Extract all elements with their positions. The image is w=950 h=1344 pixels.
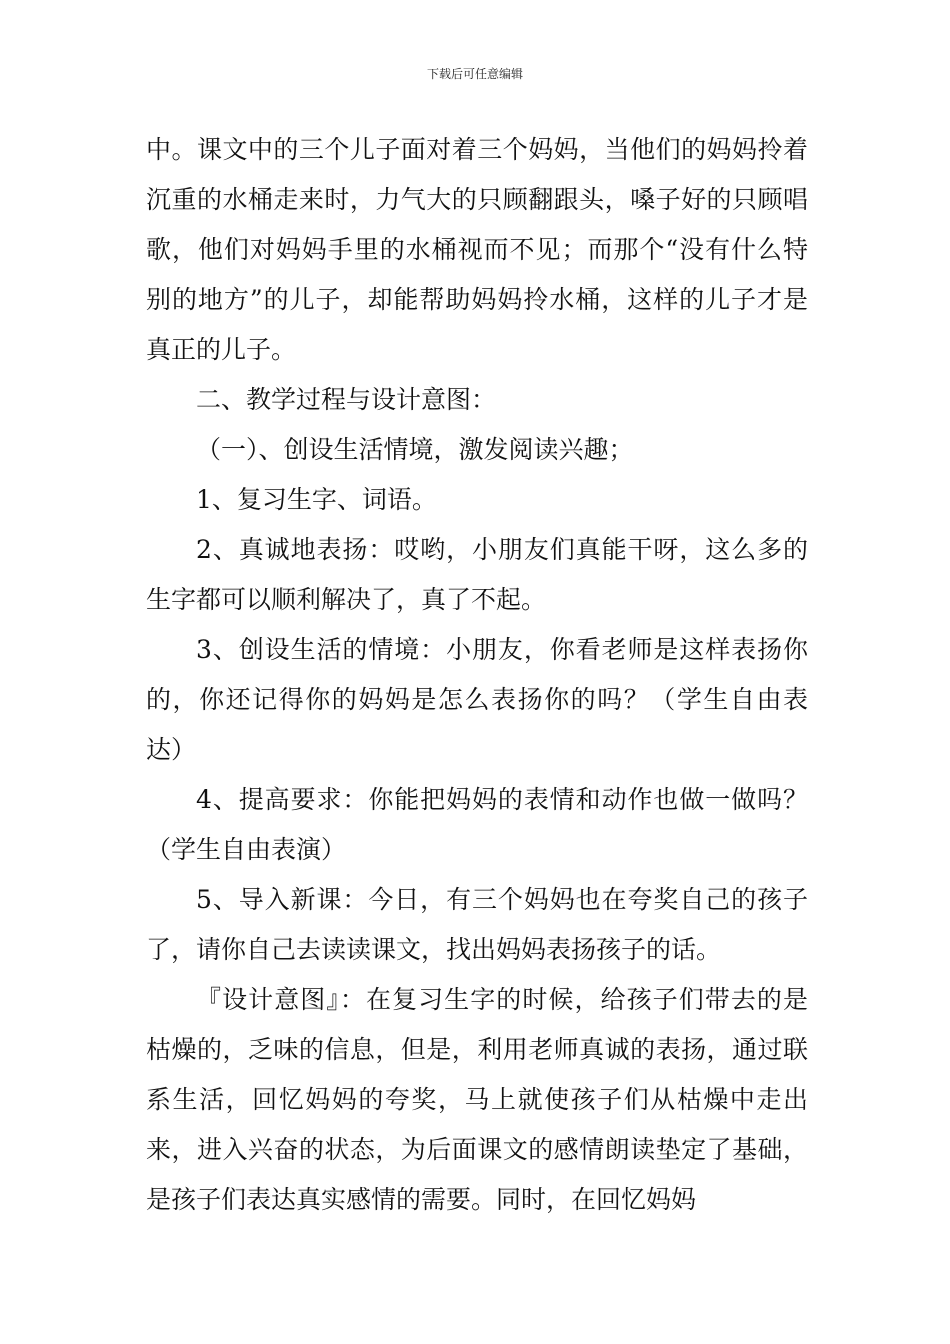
step-1: 1、复习生字、词语。 xyxy=(196,485,437,514)
step-5: 5、导入新课：今日，有三个妈妈也在夸奖自己的孩子了，请你自己去读读课文，找出妈妈表扬孩子的话。 xyxy=(146,885,808,964)
design-intent-paragraph: 『设计意图』：在复习生字的时候，给孩子们带去的是枯燥的，乏味的信息，但是，利用老师真诚的表扬，通过联系生活，回忆妈妈的夸奖，马上就使孩子们从枯燥中走出来，进入兴奋的状态，为后面课文的感情朗读垫定了基础，是孩子们表达真实感情的需要。同时，在回忆妈妈 xyxy=(146,985,808,1214)
paragraph-continuation: 中。课文中的三个儿子面对着三个妈妈，当他们的妈妈拎着沉重的水桶走来时，力气大的只顾翻跟头，嗓子好的只顾唱歌，他们对妈妈手里的水桶视而不见；而那个“没有什么特别的地方”的儿子，却能帮助妈妈拎水桶，这样的儿子才是真正的儿子。 xyxy=(146,135,808,364)
document-body xyxy=(146,125,808,1225)
subsection-heading-1: （一）、创设生活情境，激发阅读兴趣； xyxy=(196,435,634,464)
step-3: 3、创设生活的情境：小朋友，你看老师是这样表扬你的，你还记得你的妈妈是怎么表扬你的吗？（学生自由表达） xyxy=(146,635,808,764)
section-heading-teaching-process: 二、教学过程与设计意图： xyxy=(196,385,497,414)
step-4: 4、提高要求：你能把妈妈的表情和动作也做一做吗？（学生自由表演） xyxy=(146,785,808,864)
page-header: 下载后可任意编辑 xyxy=(426,67,523,81)
step-2: 2、真诚地表扬：哎哟，小朋友们真能干呀，这么多的生字都可以顺利解决了，真了不起。 xyxy=(146,535,808,614)
